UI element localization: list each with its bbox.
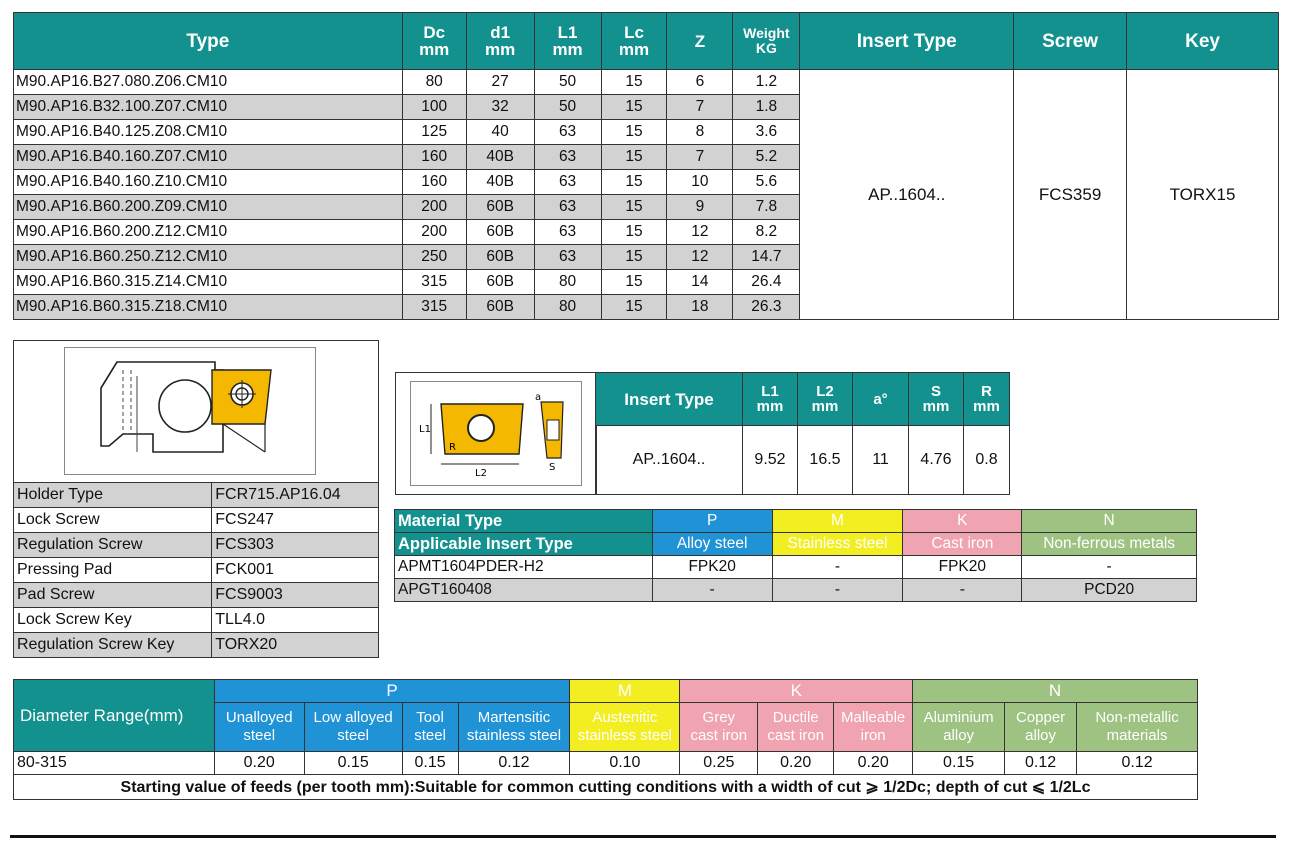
cutter-spec-table [13, 12, 1279, 320]
l1-cell: 63 [534, 245, 601, 270]
feed-cell: 0.12 [1077, 752, 1198, 775]
z-cell: 7 [667, 95, 733, 120]
z-cell: 6 [667, 70, 733, 95]
weight-cell: 5.6 [733, 170, 800, 195]
col-type: Type [14, 13, 403, 70]
feed-cell: 0.10 [570, 752, 680, 775]
part-label: Regulation Screw Key [14, 633, 212, 658]
name-m: Stainless steel [772, 533, 903, 556]
d1-cell: 40B [466, 145, 534, 170]
z-cell: 14 [667, 270, 733, 295]
r-cell: 0.8 [964, 426, 1010, 495]
feed-cell: 0.20 [214, 752, 304, 775]
weight-cell: 1.2 [733, 70, 800, 95]
applicable-insert-label: Applicable Insert Type [395, 533, 653, 556]
lc-cell: 15 [601, 270, 667, 295]
group-p: P [652, 510, 772, 533]
part-label: Lock Screw [14, 508, 212, 533]
lc-cell: 15 [601, 220, 667, 245]
weight-cell: 7.8 [733, 195, 800, 220]
z-cell: 18 [667, 295, 733, 320]
d1-cell: 40 [466, 120, 534, 145]
range-cell: 80-315 [14, 752, 215, 775]
feeds-note: Starting value of feeds (per tooth mm):Suitable for common cutting conditions with a width of cut ⩾ 1/2Dc; depth of cut ⩽ 1/2Lc [14, 775, 1198, 800]
d1-cell: 27 [466, 70, 534, 95]
holder-parts-table [13, 482, 379, 658]
insert-type-cell: AP..1604.. [596, 426, 743, 495]
feed-cell: 0.20 [758, 752, 834, 775]
grade-k-cell: FPK20 [903, 556, 1022, 579]
subtype-cell: Malleable iron [834, 703, 913, 752]
weight-cell: 1.8 [733, 95, 800, 120]
col-key: Key [1127, 13, 1279, 70]
l1-cell: 63 [534, 220, 601, 245]
table-row [14, 608, 379, 633]
table-row [596, 426, 1010, 495]
l2-dim-label: L2 [475, 468, 487, 479]
header-row [14, 13, 1279, 70]
grade-n-cell: PCD20 [1022, 579, 1197, 602]
grade-m-cell: - [772, 579, 903, 602]
l1-cell: 63 [534, 120, 601, 145]
group-n: N [913, 680, 1198, 703]
table-row [14, 508, 379, 533]
col-s: S mm [909, 373, 964, 426]
l1-cell: 9.52 [743, 426, 798, 495]
dc-cell: 200 [402, 195, 466, 220]
dc-cell: 100 [402, 95, 466, 120]
name-n: Non-ferrous metals [1022, 533, 1197, 556]
col-weight: Weight KG [733, 13, 800, 70]
col-r: R mm [964, 373, 1010, 426]
name-p: Alloy steel [652, 533, 772, 556]
weight-cell: 3.6 [733, 120, 800, 145]
s-cell: 4.76 [909, 426, 964, 495]
l1-cell: 63 [534, 145, 601, 170]
dc-cell: 125 [402, 120, 466, 145]
col-insert-type: Insert Type [596, 373, 743, 426]
l1-cell: 63 [534, 195, 601, 220]
a-dim-label: a [535, 392, 542, 403]
lc-cell: 15 [601, 170, 667, 195]
group-k: K [903, 510, 1022, 533]
table-row [14, 633, 379, 658]
d1-cell: 60B [466, 220, 534, 245]
type-cell: M90.AP16.B27.080.Z06.CM10 [14, 70, 403, 95]
type-cell: M90.AP16.B32.100.Z07.CM10 [14, 95, 403, 120]
part-value: TORX20 [212, 633, 379, 658]
grade-n-cell: - [1022, 556, 1197, 579]
group-m: M [772, 510, 903, 533]
subtype-cell: Martensitic stainless steel [458, 703, 570, 752]
part-label: Lock Screw Key [14, 608, 212, 633]
angle-cell: 11 [853, 426, 909, 495]
table-row [14, 583, 379, 608]
type-cell: M90.AP16.B40.160.Z10.CM10 [14, 170, 403, 195]
bottom-divider [10, 835, 1276, 838]
feed-cell: 0.15 [402, 752, 458, 775]
type-cell: M90.AP16.B60.200.Z12.CM10 [14, 220, 403, 245]
col-l1: L1 mm [743, 373, 798, 426]
group-p: P [214, 680, 570, 703]
name-k: Cast iron [903, 533, 1022, 556]
col-dc: Dc mm [402, 13, 466, 70]
dc-cell: 160 [402, 145, 466, 170]
weight-cell: 26.4 [733, 270, 800, 295]
subtype-cell: Unalloyed steel [214, 703, 304, 752]
part-label: Holder Type [14, 483, 212, 508]
feed-cell: 0.25 [680, 752, 758, 775]
lc-cell: 15 [601, 95, 667, 120]
col-d1: d1 mm [466, 13, 534, 70]
holder-drawing [64, 347, 316, 475]
header-row [596, 373, 1010, 426]
col-l2: L2 mm [798, 373, 853, 426]
weight-cell: 5.2 [733, 145, 800, 170]
d1-cell: 60B [466, 195, 534, 220]
lc-cell: 15 [601, 295, 667, 320]
type-cell: M90.AP16.B60.315.Z18.CM10 [14, 295, 403, 320]
dc-cell: 160 [402, 170, 466, 195]
grade-p-cell: FPK20 [652, 556, 772, 579]
part-value: FCK001 [212, 558, 379, 583]
type-cell: M90.AP16.B40.160.Z07.CM10 [14, 145, 403, 170]
z-cell: 7 [667, 145, 733, 170]
feed-cell: 0.12 [1005, 752, 1077, 775]
col-lc: Lc mm [601, 13, 667, 70]
part-label: Pad Screw [14, 583, 212, 608]
d1-cell: 60B [466, 270, 534, 295]
z-cell: 8 [667, 120, 733, 145]
z-cell: 9 [667, 195, 733, 220]
table-row [14, 558, 379, 583]
group-n: N [1022, 510, 1197, 533]
insert-cell: APGT160408 [395, 579, 653, 602]
part-value: FCS9003 [212, 583, 379, 608]
dc-cell: 315 [402, 270, 466, 295]
screw-cell: FCS359 [1014, 70, 1127, 320]
type-cell: M90.AP16.B40.125.Z08.CM10 [14, 120, 403, 145]
subtype-cell: Austenitic stainless steel [570, 703, 680, 752]
lc-cell: 15 [601, 145, 667, 170]
group-k: K [680, 680, 913, 703]
part-value: FCS303 [212, 533, 379, 558]
z-cell: 10 [667, 170, 733, 195]
insert-illustration-panel [395, 372, 597, 495]
l1-dim-label: L1 [419, 424, 431, 435]
l1-cell: 50 [534, 95, 601, 120]
table-row [395, 556, 1197, 579]
material-group-row [14, 680, 1198, 703]
weight-cell: 8.2 [733, 220, 800, 245]
l1-cell: 63 [534, 170, 601, 195]
subtype-cell: Aluminium alloy [913, 703, 1005, 752]
part-label: Pressing Pad [14, 558, 212, 583]
type-cell: M90.AP16.B60.250.Z12.CM10 [14, 245, 403, 270]
table-row [14, 70, 1279, 95]
note-row [14, 775, 1198, 800]
grade-k-cell: - [903, 579, 1022, 602]
col-insert-type: Insert Type [800, 13, 1014, 70]
insert-type-cell: AP..1604.. [800, 70, 1014, 320]
subtype-cell: Grey cast iron [680, 703, 758, 752]
l1-cell: 80 [534, 270, 601, 295]
type-cell: M90.AP16.B60.200.Z09.CM10 [14, 195, 403, 220]
insert-cell: APMT1604PDER-H2 [395, 556, 653, 579]
table-row [14, 483, 379, 508]
weight-cell: 14.7 [733, 245, 800, 270]
subtype-cell: Tool steel [402, 703, 458, 752]
weight-cell: 26.3 [733, 295, 800, 320]
col-z: Z [667, 13, 733, 70]
part-value: FCS247 [212, 508, 379, 533]
table-row [14, 533, 379, 558]
z-cell: 12 [667, 220, 733, 245]
l2-cell: 16.5 [798, 426, 853, 495]
feed-cell: 0.15 [304, 752, 402, 775]
insert-drawing [410, 381, 582, 486]
insert-spec-table [595, 372, 1010, 495]
grade-m-cell: - [772, 556, 903, 579]
lc-cell: 15 [601, 195, 667, 220]
part-value: FCR715.AP16.04 [212, 483, 379, 508]
dc-cell: 200 [402, 220, 466, 245]
d1-cell: 40B [466, 170, 534, 195]
col-angle: a° [853, 373, 909, 426]
subtype-cell: Non-metallic materials [1077, 703, 1198, 752]
col-screw: Screw [1014, 13, 1127, 70]
l1-cell: 80 [534, 295, 601, 320]
d1-cell: 60B [466, 295, 534, 320]
dc-cell: 315 [402, 295, 466, 320]
group-m: M [570, 680, 680, 703]
dc-cell: 80 [402, 70, 466, 95]
holder-illustration-panel [13, 340, 379, 483]
d1-cell: 60B [466, 245, 534, 270]
feed-cell: 0.15 [913, 752, 1005, 775]
material-table [394, 509, 1197, 602]
lc-cell: 15 [601, 120, 667, 145]
table-row [395, 579, 1197, 602]
diameter-range-label: Diameter Range(mm) [14, 680, 215, 752]
dc-cell: 250 [402, 245, 466, 270]
type-cell: M90.AP16.B60.315.Z14.CM10 [14, 270, 403, 295]
d1-cell: 32 [466, 95, 534, 120]
s-dim-label: S [549, 462, 556, 473]
subtype-cell: Copper alloy [1005, 703, 1077, 752]
subtype-cell: Ductile cast iron [758, 703, 834, 752]
feed-cell: 0.12 [458, 752, 570, 775]
z-cell: 12 [667, 245, 733, 270]
feeds-table [13, 679, 1198, 800]
feed-cell: 0.20 [834, 752, 913, 775]
feed-values-row [14, 752, 1198, 775]
material-group-row [395, 510, 1197, 533]
lc-cell: 15 [601, 70, 667, 95]
part-value: TLL4.0 [212, 608, 379, 633]
col-l1: L1 mm [534, 13, 601, 70]
l1-cell: 50 [534, 70, 601, 95]
material-type-label: Material Type [395, 510, 653, 533]
lc-cell: 15 [601, 245, 667, 270]
subtype-cell: Low alloyed steel [304, 703, 402, 752]
key-cell: TORX15 [1127, 70, 1279, 320]
grade-p-cell: - [652, 579, 772, 602]
material-name-row [395, 533, 1197, 556]
part-label: Regulation Screw [14, 533, 212, 558]
r-dim-label: R [449, 442, 456, 453]
